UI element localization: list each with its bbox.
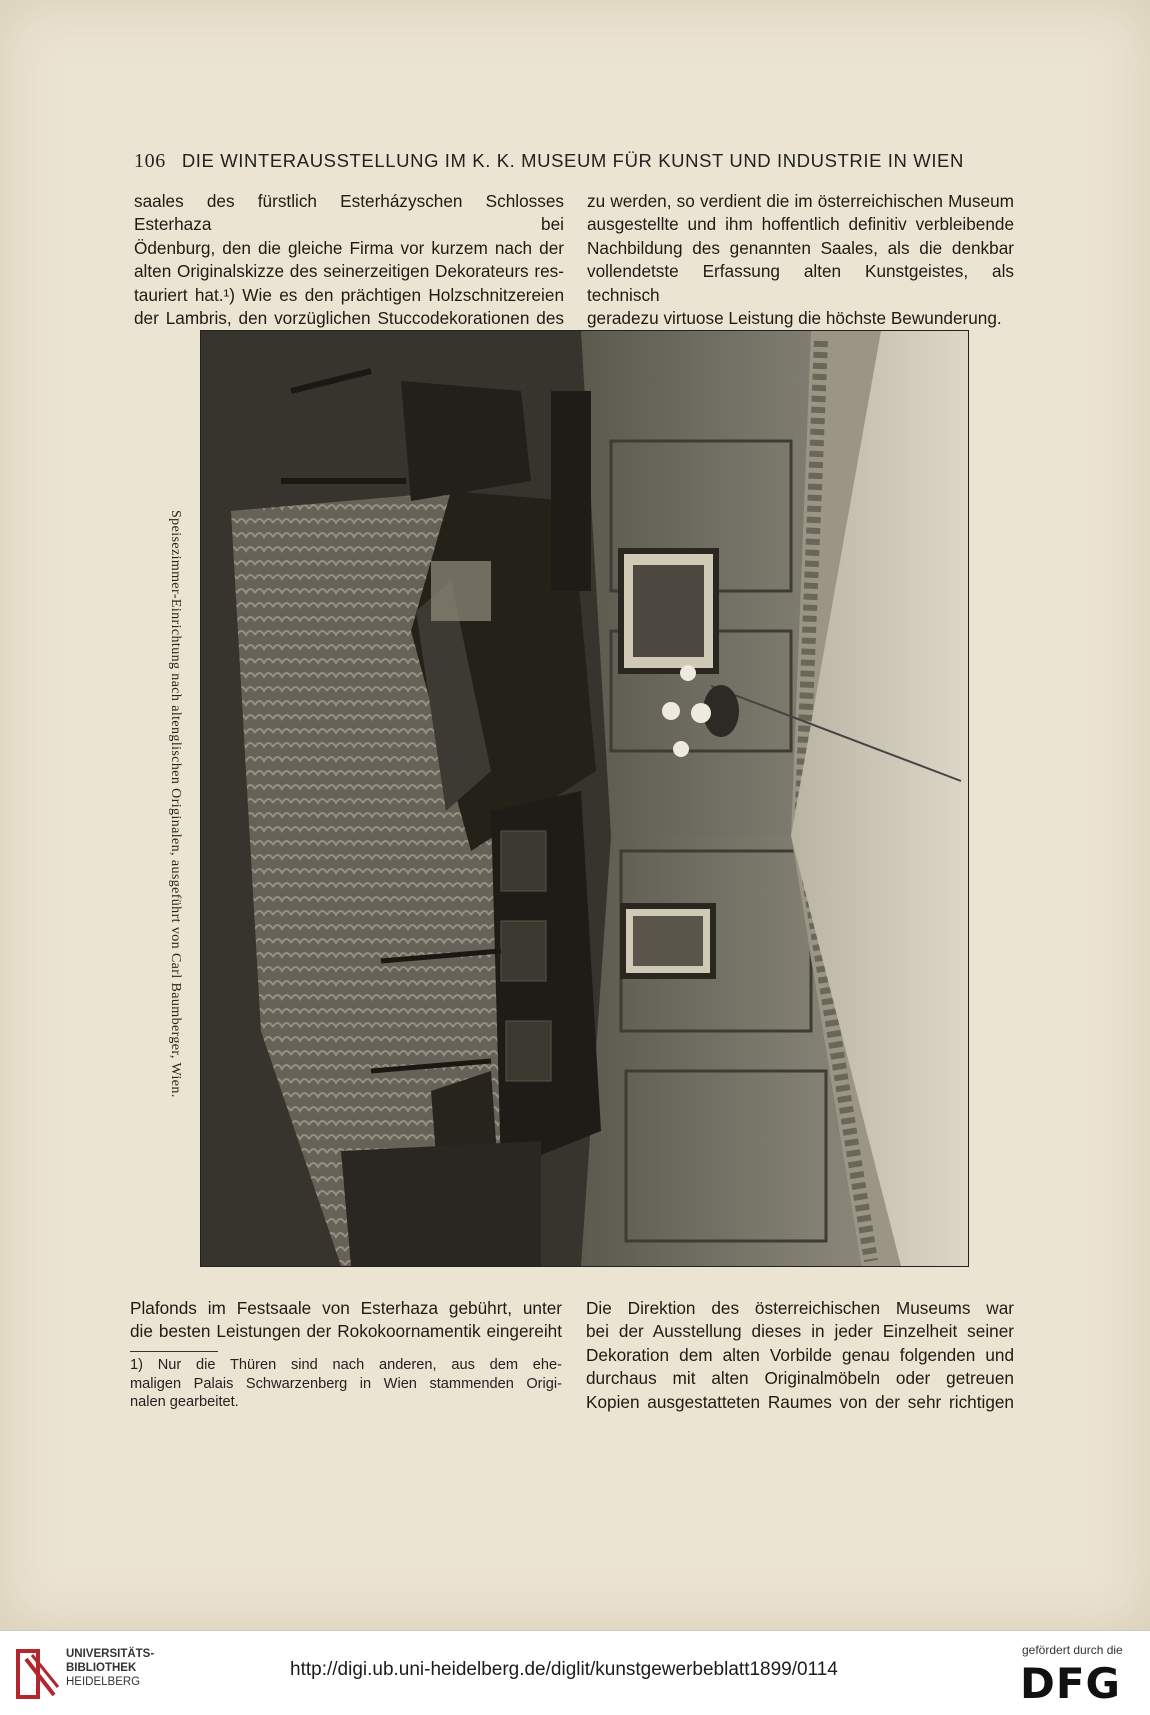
photo-plate xyxy=(200,330,969,1267)
library-name-line: HEIDELBERG xyxy=(66,1676,141,1688)
running-head xyxy=(134,150,1004,173)
footnote-rule xyxy=(130,1351,218,1352)
library-name-line: BIBLIOTHEK xyxy=(66,1662,137,1674)
funding-label: gefördert durch die xyxy=(1022,1643,1123,1657)
text-line: alten Originalskizze des seinerzeitigen Dekorateurs res- xyxy=(134,261,564,282)
top-left-column xyxy=(134,190,564,330)
text-line: saales des fürstlich Esterházyschen Schlosses Esterhaza bei xyxy=(134,191,564,235)
text-line: Plafonds im Festsaale von Esterhaza gebührt, unter xyxy=(130,1298,562,1318)
text-line: Kopien ausgestatteten Raumes von der sehr richtigen xyxy=(586,1391,1014,1412)
text-line: tauriert hat.¹) Wie es den prächtigen Holzschnitzereien xyxy=(134,284,564,305)
text-line: Die Direktion des österreichischen Museums war xyxy=(586,1298,1014,1318)
top-right-column xyxy=(587,190,1014,330)
footnote-line: 1) Nur die Thüren sind nach anderen, aus dem ehe- xyxy=(130,1357,562,1373)
bottom-right-column xyxy=(586,1297,1014,1414)
footnote-line: maligen Palais Schwarzenberg in Wien stammenden Origi- xyxy=(130,1375,562,1392)
text-line: ausgestellte und ihm hoffentlich definitiv verbleibende xyxy=(587,214,1014,235)
plate-caption xyxy=(161,510,183,1098)
dining-room-photo xyxy=(201,331,968,1266)
text-line: Nachbildung des genannten Saales, als die denkbar xyxy=(587,237,1014,258)
plate-caption-text: Speisezimmer-Einrichtung nach altenglischen Originalen, ausgeführt von Carl Baumberger, Wien. xyxy=(168,510,183,1098)
dfg-logo: DFG xyxy=(1020,1659,1122,1708)
page-number: 106 xyxy=(134,150,166,172)
university-library-logo-icon xyxy=(14,1645,62,1703)
text-line: Dekoration dem alten Vorbilde genau folgenden und xyxy=(586,1344,1014,1365)
library-name xyxy=(66,1647,154,1689)
text-line: zu werden, so verdient die im österreichischen Museum xyxy=(587,191,1014,211)
text-line: durchaus mit alten Originalmöbeln oder getreuen xyxy=(586,1368,1014,1389)
running-title: DIE WINTERAUSSTELLUNG IM K. K. MUSEUM FÜR KUNST UND INDUSTRIE IN WIEN xyxy=(181,150,964,171)
footnote xyxy=(130,1356,562,1412)
permalink[interactable]: http://digi.ub.uni-heidelberg.de/diglit/kunstgewerbeblatt1899/0114 xyxy=(290,1659,838,1680)
digitization-footer xyxy=(0,1630,1150,1715)
footnote-line: nalen gearbeitet. xyxy=(130,1394,239,1411)
text-line: Ödenburg, den die gleiche Firma vor kurzem nach der xyxy=(134,237,564,258)
text-line: der Lambris, den vorzüglichen Stuccodekorationen des xyxy=(134,308,564,329)
text-line: die besten Leistungen der Rokokoornamentik eingereiht xyxy=(130,1321,562,1342)
text-line: geradezu virtuose Leistung die höchste Bewunderung. xyxy=(587,308,1002,329)
text-line: bei der Ausstellung dieses in jeder Einzelheit seiner xyxy=(586,1321,1014,1342)
library-name-line: UNIVERSITÄTS- xyxy=(66,1648,155,1660)
bottom-left-column xyxy=(130,1297,562,1344)
text-line: vollendetste Erfassung alten Kunstgeistes, als technisch xyxy=(587,261,1014,305)
